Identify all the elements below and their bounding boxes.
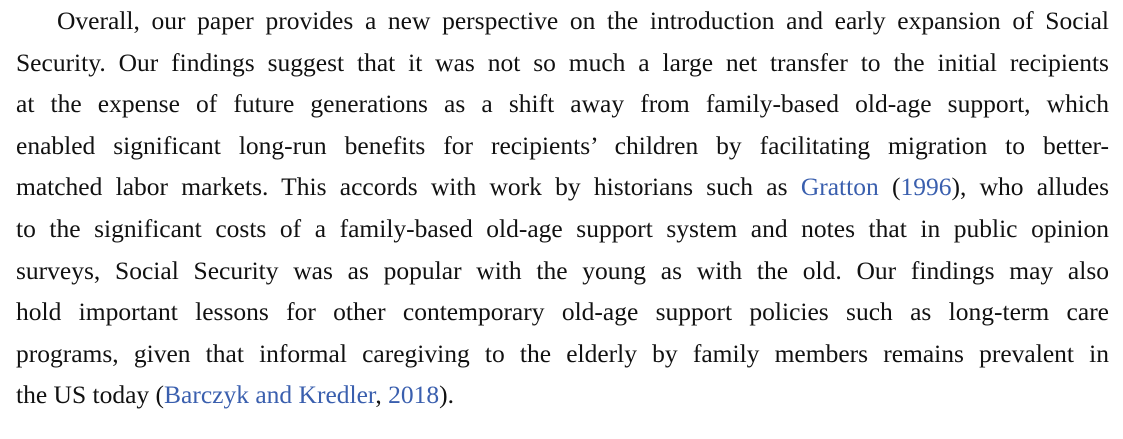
citation-author-link-barczyk-kredler[interactable]: Barczyk and Kredler [164, 380, 376, 410]
paragraph-line: to the significant costs of a family-based old-age support system and notes that in public opinion [16, 213, 1109, 243]
paragraph-line [16, 374, 1109, 416]
citation-year-link-1996[interactable]: 1996 [900, 172, 952, 202]
paragraph-line: programs, given that informal caregiving to the elderly by family members remains prevalent in [16, 338, 1109, 368]
line-text: the US today ( [16, 380, 165, 410]
paragraph-line: Overall, our paper provides a new perspective on the introduction and early expansion of Social [57, 6, 1109, 35]
body-paragraph [16, 0, 1109, 416]
line-text: ), who alludes [951, 172, 1109, 202]
line-text: , [375, 380, 389, 410]
line-text: ). [439, 380, 455, 410]
paragraph-line [16, 166, 1109, 208]
citation-author-link-gratton[interactable]: Gratton [800, 172, 879, 202]
paragraph-line: hold important lessons for other contemporary old-age support policies such as long-term care [16, 297, 1109, 327]
paragraph-line: enabled significant long-run benefits for recipients’ children by facilitating migration to better- [16, 130, 1109, 160]
citation-year-link-2018[interactable]: 2018 [388, 380, 440, 410]
paragraph-line: surveys, Social Security was as popular with the young as with the old. Our findings may also [16, 255, 1109, 285]
paragraph-line: at the expense of future generations as a shift away from family-based old-age support, which [16, 89, 1109, 119]
line-text: matched labor markets. This accords with work by historians such as [16, 172, 801, 202]
line-text: ( [878, 172, 901, 202]
paragraph-line: Security. Our findings suggest that it was not so much a large net transfer to the initial recipients [16, 47, 1109, 77]
